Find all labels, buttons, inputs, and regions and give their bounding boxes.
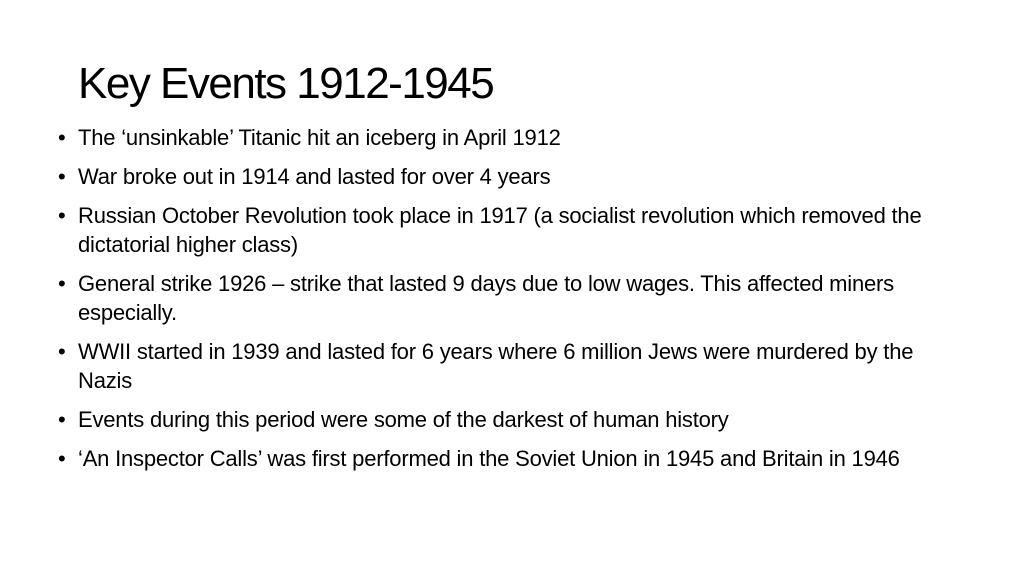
bullet-item [58, 123, 958, 152]
bullet-item [58, 162, 958, 191]
bullet-text: WWII started in 1939 and lasted for 6 years where 6 million Jews were murdered by the Nazis [78, 339, 914, 393]
bullet-dot-icon: • [58, 446, 66, 471]
bullet-dot-icon: • [58, 339, 66, 364]
bullet-dot-icon: • [58, 407, 66, 432]
bullet-item [58, 269, 958, 327]
bullet-text: The ‘unsinkable’ Titanic hit an iceberg in April 1912 [78, 125, 561, 150]
bullet-text: Russian October Revolution took place in 1917 (a socialist revolution which removed the dictatorial higher class) [78, 203, 922, 257]
bullet-list [58, 123, 958, 483]
bullet-item [58, 201, 958, 259]
bullet-text: War broke out in 1914 and lasted for over 4 years [78, 164, 551, 189]
bullet-item [58, 444, 958, 473]
bullet-item [58, 405, 958, 434]
bullet-text: Events during this period were some of the darkest of human history [78, 407, 729, 432]
bullet-text: ‘An Inspector Calls’ was first performed in the Soviet Union in 1945 and Britain in 1946 [78, 446, 900, 471]
bullet-text: General strike 1926 – strike that lasted 9 days due to low wages. This affected miners especially. [78, 271, 894, 325]
bullet-dot-icon: • [58, 203, 66, 228]
bullet-dot-icon: • [58, 125, 66, 150]
bullet-dot-icon: • [58, 164, 66, 189]
bullet-dot-icon: • [58, 271, 66, 296]
slide-title: Key Events 1912-1945 [78, 59, 494, 108]
bullet-item [58, 337, 958, 395]
